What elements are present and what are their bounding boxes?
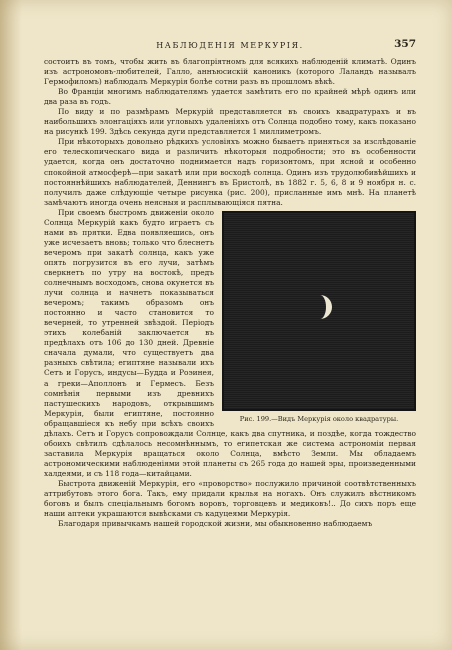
page-edge-stain bbox=[0, 0, 22, 650]
figure-199 bbox=[222, 211, 416, 424]
paragraph: состоитъ въ томъ, чтобы жить въ благопріятномъ для всякихъ наблюденій климатѣ. Одинъ изъ астрономовъ-любителей, Галло, аннъюсискій каноникъ (которого Лаландъ называлъ Гермофиломъ) наблюдалъ Меркурія болѣе сотни разъ въ прошломъ вѣкѣ. bbox=[44, 57, 416, 87]
paragraph: При своемъ быстромъ движеніи около Солнца Меркурій какъ будто играетъ съ нами въ прятки. Едва появляешись, онъ уже исчезаетъ вновь; только что блеснетъ вечеромъ при закатѣ солнца, какъ уже опять погрузится въ его лучи, затѣмъ сверкнетъ по утру на востокѣ, предъ солнечнымъ восходомъ, снова окунется въ лучи солнца и начнетъ показываться вечеромъ; такимъ образомъ онъ постоянно и часто становится то вечерней, то утренней звѣздой. Періодъ этихъ колебаній заключается въ предѣлахъ отъ 106 до 130 дней. Древніе сначала думали, что существуетъ два разныхъ свѣтила; египтяне называли ихъ Сетъ и Горусъ, индусы—Будда и Роэинея, а греки—Аполлонъ и Гермесъ. Безъ сомнѣнія первыми изъ древнихъ пастушескихъ народовъ, открывшимъ Меркурія, были египтяне, постоянно обращавшіеся къ небу при всѣхъ своихъ дѣлахъ. Сетъ и Горусъ сопровождали Солнце, какъ два спутника, и поздѣе, когда тождество обоихъ свѣтилъ сдѣлалось несомнѣннымъ, то египетская же система астрономіи первая заставила Меркурія вращаться около Солнца, вмѣсто Земли. Мы обладаемъ астрономическими наблюденіями этой планеты съ 265 года до нашей эры, произведенными халдеями, и съ 118 года—китайцами. bbox=[44, 207, 416, 478]
sky-background bbox=[224, 213, 414, 409]
paragraph: Во Франціи многимъ наблюдателямъ удается замѣтить его по крайней мѣрѣ одинъ или два раза въ годъ. bbox=[44, 87, 416, 107]
paragraph: Быстрота движеній Меркурія, его «проворство» послужило причиной соотвѣтственныхъ аттрибутовъ этого бога. Такъ, ему придали крылья на ногахъ. Онъ служилъ вѣстникомъ боговъ и былъ спеціальнымъ богомъ воровъ, торговцевъ и медиковъ!.. До сихъ поръ еще наши аптеки украшаются вывѣсками съ кадуцеями Меркурія. bbox=[44, 478, 416, 519]
page-header bbox=[44, 38, 416, 52]
mercury-quadrature-illustration bbox=[224, 213, 414, 409]
paragraph: По виду и по размѣрамъ Меркурій представляется въ своихъ квадратурахъ и въ наибольшихъ элонгаціяхъ или угловыхъ удаленіяхъ отъ Солнца подобно тому, какъ показано на рисункѣ 199. Здѣсь секунда дуги представляется 1 миллиметромъ. bbox=[44, 107, 416, 137]
paragraph: Благодаря привычкамъ нашей городской жизни, мы обыкновенно наблюдаемъ bbox=[58, 519, 373, 529]
running-title: НАБЛЮДЕНІЯ МЕРКУРІЯ. bbox=[156, 41, 304, 50]
paragraph: При нѣкоторыхъ довольно рѣдкихъ условіяхъ можно бываетъ приняться за изслѣдованіе его телескопическаго вида и различить нѣкоторыя подробности; это въ особенности удается, когда онъ достаточно поднимается надъ горизонтомъ, при ясной и особенно спокойной атмосферѣ—при закатѣ или при восходѣ солнца. Одинъ изъ трудолюбивѣйшихъ и постояннѣйшихъ наблюдателей, Деннингъ въ Бристолѣ, въ 1882 г. 5, 6, 8 и 9 ноября н. с. получилъ даже слѣдующіе четыре рисунка (рис. 200), присланные имъ мнѣ. На планетѣ замѣчаютъ иногда очень неясныя и расплывающіяся пятна. bbox=[44, 137, 416, 207]
figure-image bbox=[222, 211, 416, 411]
page-number: 357 bbox=[394, 38, 416, 50]
figure-caption: Рис. 199.—Видъ Меркурія около квадратуры. bbox=[239, 414, 399, 423]
body-text bbox=[44, 57, 416, 529]
